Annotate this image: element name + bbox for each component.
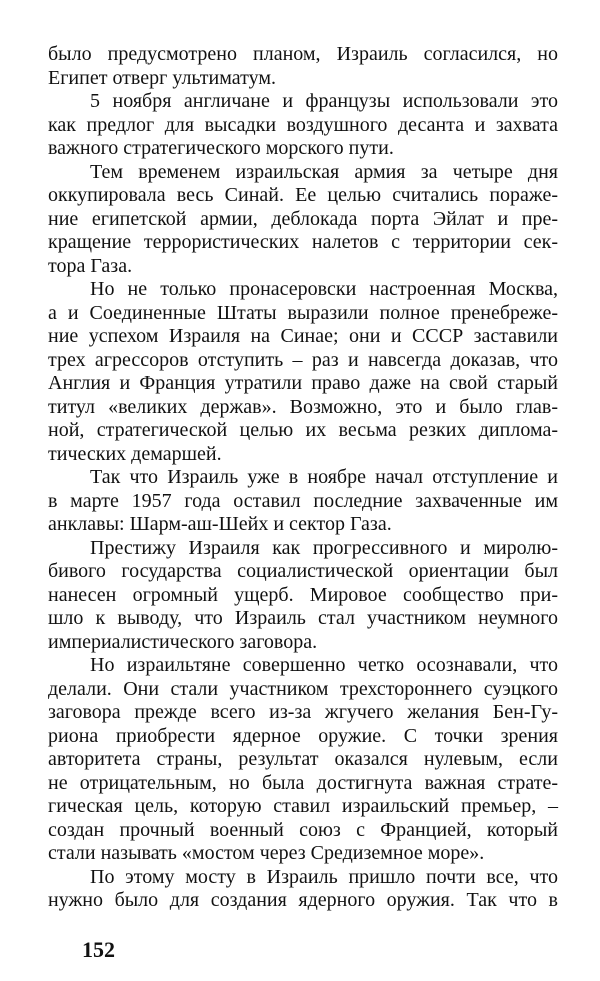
text-line: оккупировала весь Синай. Ее целью считались пораже- [48,184,558,206]
text-line: стали называть «мостом через Средиземное море». [48,842,485,864]
text-line: создан прочный военный союз с Францией, который [48,818,558,841]
text-line: как предлог для высадки воздушного десанта и захвата [48,113,558,136]
text-line: тических демаршей. [48,442,222,465]
text-line: Египет отверг ультиматум. [48,66,276,89]
text-line: шло к выводу, что Израиль стал участником неумного [48,607,558,629]
text-line: а и Соединенные Штаты выразили полное пренебреже- [48,301,558,324]
text-line: важного стратегического морского пути. [48,137,394,159]
text-line: Престижу Израиля как прогрессивного и миролю- [90,536,558,559]
text-line: гическая цель, которую ставил израильский премьер, – [48,795,558,817]
paragraph [48,90,558,161]
text-line: 5 ноября англичане и французы использовали это [90,90,558,112]
text-line: риона приобрести ядерное оружие. С точки зрения [48,724,558,747]
paragraph [48,43,558,90]
text-line: не отрицательным, но была достигнута важная страте- [48,771,558,794]
text-line: трех агрессоров отступить – раз и навсегда доказав, что [48,348,558,371]
text-line: в марте 1957 года оставил последние захваченные им [48,489,558,512]
text-line: нужно было для создания ядерного оружия. Так что в [48,889,558,911]
paragraph [48,866,558,913]
text-line: авторитета страны, результат оказался нулевым, если [48,748,558,770]
text-line: Так что Израиль уже в ноябре начал отступление и [90,466,558,488]
paragraph [48,466,558,537]
text-line: анклавы: Шарм-аш-Шейх и сектор Газа. [48,513,392,535]
text-line: Но не только пронасеровски настроенная Москва, [90,278,558,300]
text-line: кращение террористических налетов с территории сек- [48,231,558,253]
text-line: ной, стратегической целью их весьма резких диплома- [48,419,558,441]
text-line: было предусмотрено планом, Израиль согласился, но [48,43,558,65]
text-line: ние египетской армии, деблокада порта Эйлат и пре- [48,207,558,230]
text-line: Но израильтяне совершенно четко осознавали, что [90,654,558,676]
text-line: тора Газа. [48,254,133,277]
paragraph [48,161,558,279]
page-body-text [48,43,558,913]
text-line: заговора прежде всего из-за жгучего желания Бен-Гу- [48,701,558,723]
text-line: Англия и Франция утратили право даже на свой старый [48,372,558,394]
text-line: делали. Они стали участником трехстороннего суэцкого [48,677,558,700]
text-line: бивого государства социалистической ориентации был [48,560,558,582]
text-line: По этому мосту в Израиль пришло почти все, что [90,865,558,888]
text-line: титул «великих держав». Возможно, это и было глав- [48,395,558,418]
text-line: Тем временем израильская армия за четыре дня [90,160,558,183]
text-line: ние успехом Израиля на Синае; они и СССР заставили [48,325,558,347]
text-line: нанесен огромный ущерб. Мировое сообщество при- [48,583,558,606]
paragraph [48,278,558,466]
paragraph [48,537,558,655]
text-line: империалистического заговора. [48,630,318,653]
paragraph [48,654,558,866]
page-number: 152 [82,937,115,962]
